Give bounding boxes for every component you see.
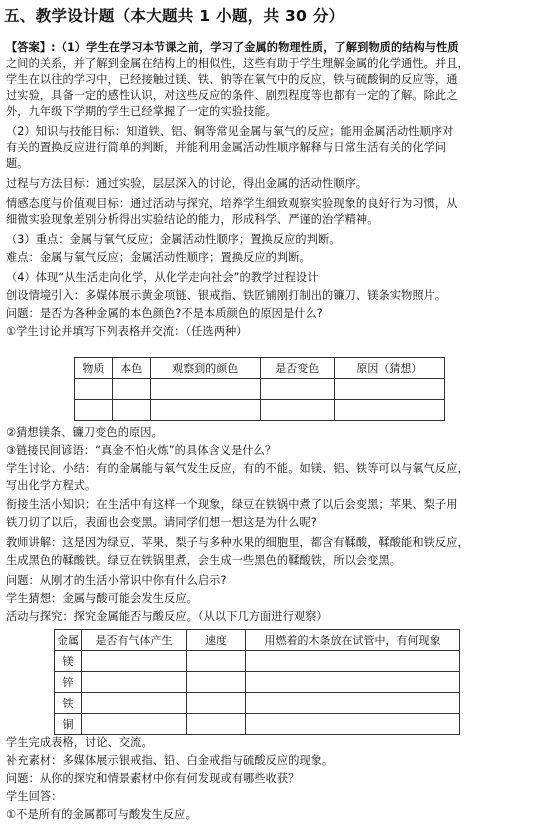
table-cell <box>112 379 150 400</box>
text-line: 学生讨论、小结：有的金属能与氧气发生反应，有的不能。如镁、铝、铁等可以与氧气反应， <box>6 462 469 475</box>
text-line: 问题：从你的探究和情景素材中你有何发现或有哪些收获？ <box>6 772 300 785</box>
metal-acid-table <box>54 629 460 735</box>
text-line: 学生回答： <box>6 790 63 803</box>
table-cell <box>246 693 460 714</box>
table-header: 物质 <box>75 358 113 379</box>
text-line: （2）知识与技能目标：知道铁、铝、铜等常见金属与氧气的反应；能用金属活动性顺序对 <box>6 125 454 138</box>
text-line: ①学生讨论并填写下列表格并交流：（任选两种） <box>6 325 248 338</box>
table-header: 是否变色 <box>260 358 334 379</box>
table-cell <box>246 672 460 693</box>
table-header: 原因（猜想） <box>334 358 444 379</box>
table-row <box>75 400 445 421</box>
table-cell <box>75 400 113 421</box>
table-row <box>55 651 460 672</box>
table-cell <box>82 672 187 693</box>
text-line: 过程与方法目标：通过实验，层层深入的讨论，得出金属的活动性顺序。 <box>6 177 368 190</box>
table-cell <box>334 379 444 400</box>
table-cell <box>112 400 150 421</box>
table-cell <box>150 400 260 421</box>
table-row <box>55 672 460 693</box>
table-cell <box>246 714 460 735</box>
table-cell <box>260 379 334 400</box>
text-line: 活动与探究：探究金属能否与酸反应。（从以下几方面进行观察） <box>6 610 328 623</box>
table-cell <box>334 400 444 421</box>
table-cell <box>82 714 187 735</box>
text-line: 学生完成表格，讨论、交流。 <box>6 736 153 749</box>
text-line: 难点：金属与氧气反应；金属活动性顺序；置换反应的判断。 <box>6 251 311 264</box>
section-heading: 五、教学设计题（本大题共 1 小题，共 30 分） <box>4 7 345 25</box>
table-cell <box>82 651 187 672</box>
text-line: 教师讲解：这是因为绿豆、苹果、梨子与多种水果的细胞里，都含有鞣酸，鞣酸能和铁反应， <box>6 536 469 549</box>
text-line: 题。 <box>6 157 29 170</box>
text-line: ②猜想镁条、镰刀变色的原因。 <box>6 426 163 439</box>
table-cell <box>150 379 260 400</box>
text-line: 写出化学方程式。 <box>6 479 97 492</box>
text-line: 有关的置换反应进行简单的判断，并能利用金属活动性顺序解释与日常生活有关的化学问 <box>6 141 447 154</box>
table-cell <box>246 651 460 672</box>
table-cell: 镁 <box>55 651 82 672</box>
table-cell: 铁 <box>55 693 82 714</box>
text-line: 衔接生活小知识：在生活中有这样一个现象，绿豆在铁锅中煮了以后会变黑；苹果、梨子用 <box>6 498 458 511</box>
table-cell <box>75 379 113 400</box>
color-observation-table <box>74 357 445 421</box>
text-line: 补充素材：多媒体展示银戒指、铅、白金戒指与硫酸反应的现象。 <box>6 754 334 767</box>
text-line: 创设情境引入：多媒体展示黄金项链、银戒指、铁匠铺刚打制出的镰刀、镁条实物照片。 <box>6 289 447 302</box>
text-line: 细微实验现象差别分析得出实验结论的能力，形成科学、严谨的治学精神。 <box>6 213 379 226</box>
text-line: （3）重点：金属与氧气反应；金属活动性顺序；置换反应的判断。 <box>6 233 341 246</box>
table-cell: 锌 <box>55 672 82 693</box>
text-line: 生成黑色的鞣酸铁。绿豆在铁锅里煮，会生成一些黑色的鞣酸铁，所以会变黑。 <box>6 554 402 567</box>
table-header: 速度 <box>187 630 246 651</box>
text-line: 问题：是否为各种金属的本色颜色?不是本质颜色的原因是什么? <box>6 307 323 320</box>
table-header: 金属 <box>55 630 82 651</box>
table-cell <box>187 714 246 735</box>
table-header: 观察到的颜色 <box>150 358 260 379</box>
table-cell: 铜 <box>55 714 82 735</box>
table-cell <box>187 672 246 693</box>
text-line: 问题：从刚才的生活小常识中你有什么启示? <box>6 574 227 587</box>
table-header-row <box>75 358 445 379</box>
answer-line: 【答案】:（1）学生在学习本节课之前，学习了金属的物理性质，了解到物质的结构与性质 <box>6 41 459 54</box>
table-header: 本色 <box>112 358 150 379</box>
table-header: 用燃着的木条放在试管中，有何现象 <box>246 630 460 651</box>
table-row <box>55 714 460 735</box>
table-header: 是否有气体产生 <box>82 630 187 651</box>
table-header-row <box>55 630 460 651</box>
text-line: 外，九年级下学期的学生已经掌握了一定的实验技能。 <box>6 105 277 118</box>
table-cell <box>187 693 246 714</box>
table-row <box>55 693 460 714</box>
text-line: 之间的关系，并了解到金属在结构上的相似性，这些有助于学生理解金属的化学通性。并且， <box>6 57 469 70</box>
table-cell <box>260 400 334 421</box>
text-line: （4）体现“从生活走向化学，从化学走向社会”的教学过程设计 <box>6 271 319 284</box>
table-cell <box>82 693 187 714</box>
text-line: 学生在以往的学习中，已经接触过镁、铁、钠等在氧气中的反应，铁与硫酸铜的反应等，通 <box>6 73 458 86</box>
text-line: 铁刀切了以后，表面也会变黑。请同学们想一想这是为什么呢? <box>6 516 317 529</box>
table-cell <box>187 651 246 672</box>
text-line: ③链接民间谚语：“真金不怕火炼”的具体含义是什么？ <box>6 444 277 457</box>
text-line: 学生猜想：金属与酸可能会发生反应。 <box>6 592 198 605</box>
text-line: 过实验，具备一定的感性认识，对这些反应的条件、剧烈程度等也都有一定的了解。除此之 <box>6 89 458 102</box>
text-line: 情感态度与价值观目标：通过活动与探究，培养学生细致观察实验现象的良好行为习惯，从 <box>6 197 458 210</box>
text-line: ①不是所有的金属都可与酸发生反应。 <box>6 808 197 821</box>
table-row <box>75 379 445 400</box>
